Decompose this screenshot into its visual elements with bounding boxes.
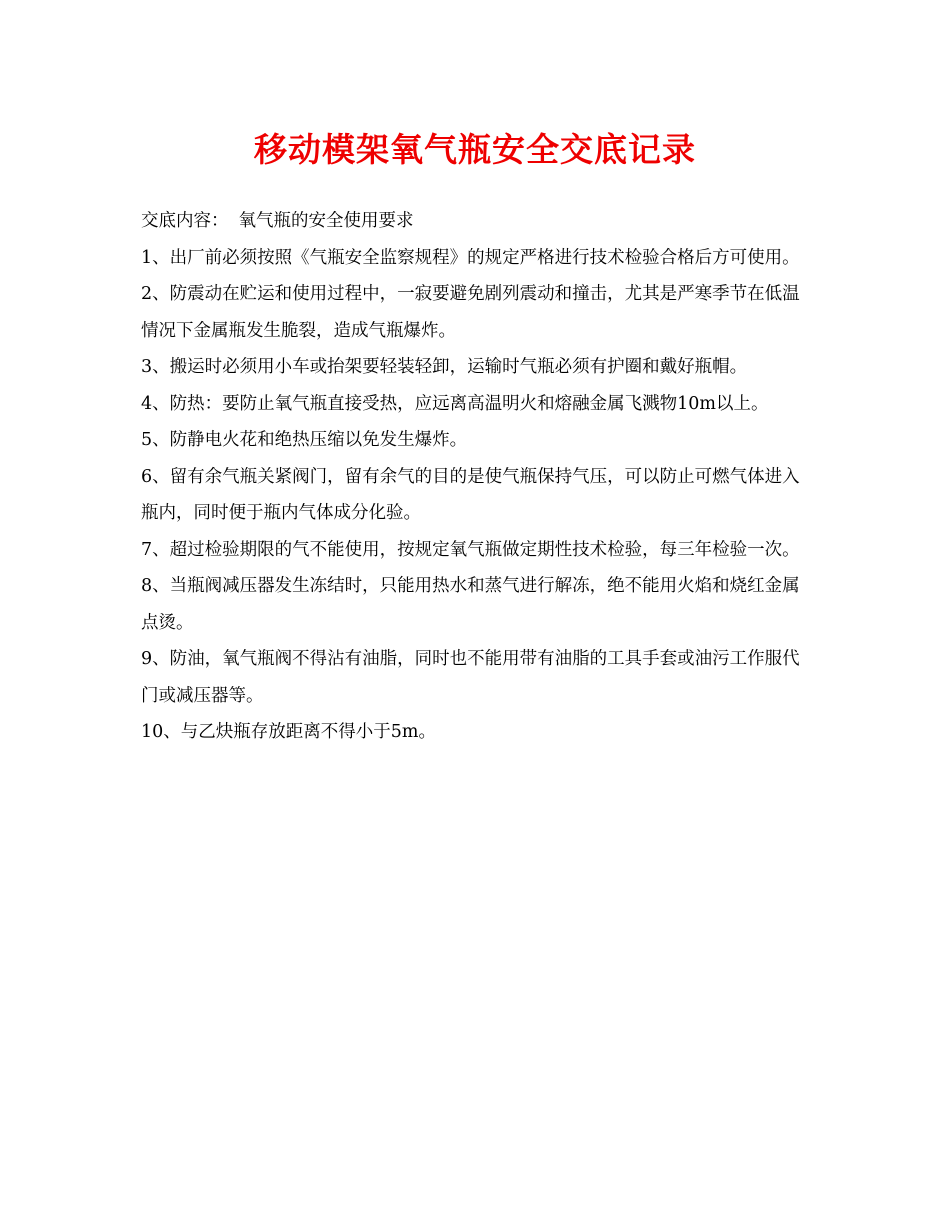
document-body <box>141 203 811 751</box>
list-item: 7、超过检验期限的气不能使用，按规定氧气瓶做定期性技术检验，每三年检验一次。 <box>141 539 800 560</box>
intro-value: 氧气瓶的安全使用要求 <box>238 211 414 231</box>
list-item: 5、防静电火花和绝热压缩以免发生爆炸。 <box>141 430 468 450</box>
list-item: 1、出厂前必须按照《气瓶安全监察规程》的规定严格进行技术检验合格后方可使用。 <box>141 247 800 268</box>
list-item: 8、当瓶阀减压器发生冻结时，只能用热水和蒸气进行解冻，绝不能用火焰和烧红金属点烫。 <box>141 576 800 633</box>
list-item: 4、防热：要防止氧气瓶直接受热，应远离高温明火和熔融金属飞溅物10m以上。 <box>141 393 769 414</box>
list-item: 9、防油，氧气瓶阀不得沾有油脂，同时也不能用带有油脂的工具手套或油污工作服代门或减压器等。 <box>141 649 800 706</box>
list-item: 6、留有余气瓶关紧阀门，留有余气的目的是使气瓶保持气压，可以防止可燃气体进入瓶内，同时便于瓶内气体成分化验。 <box>141 466 800 523</box>
list-item: 3、搬运时必须用小车或抬架要轻装轻卸，运输时气瓶必须有护圈和戴好瓶帽。 <box>141 357 748 377</box>
list-item: 2、防震动在贮运和使用过程中，一寂要避免剧列震动和撞击，尤其是严寒季节在低温情况下金属瓶发生脆裂，造成气瓶爆炸。 <box>141 284 800 341</box>
intro-label: 交底内容： <box>141 211 229 231</box>
intro-line <box>141 203 811 240</box>
document-title: 移动模架氧气瓶安全交底记录 <box>254 130 696 169</box>
list-item: 10、与乙炔瓶存放距离不得小于5m。 <box>141 722 436 742</box>
